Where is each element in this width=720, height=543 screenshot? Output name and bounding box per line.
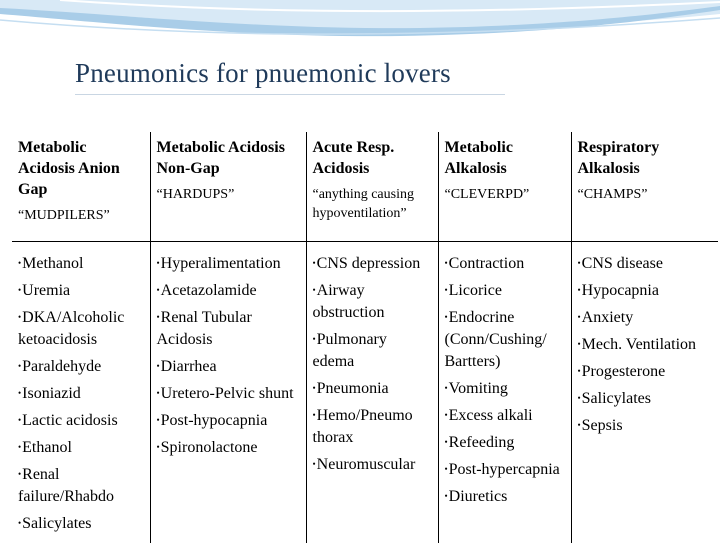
list-item <box>18 279 144 302</box>
list-item <box>578 306 713 329</box>
bullet-icon: • <box>157 258 160 268</box>
list-item-text: Spironolactone <box>161 439 258 456</box>
list-item <box>18 463 144 508</box>
bullet-icon: • <box>445 258 448 268</box>
list-item <box>18 409 144 432</box>
list-item-text: Pneumonia <box>317 380 389 397</box>
bullet-icon: • <box>445 437 448 447</box>
bullet-icon: • <box>157 388 160 398</box>
bullet-icon: • <box>18 415 21 425</box>
bullet-icon: • <box>18 285 21 295</box>
bullet-icon: • <box>445 491 448 501</box>
list-item-text: Endocrine (Conn/Cushing/ Bartters) <box>445 309 547 370</box>
list-item <box>313 279 432 324</box>
bullet-icon: • <box>578 366 581 376</box>
column-cell <box>306 242 438 543</box>
mnemonic-label: “CLEVERPD” <box>445 185 565 204</box>
list-item-text: CNS depression <box>317 255 421 272</box>
list-item <box>157 355 300 378</box>
column-cell <box>571 242 718 543</box>
column-cell <box>438 242 571 543</box>
list-item-text: Licorice <box>449 282 502 299</box>
list-item <box>313 377 432 400</box>
list-item <box>157 252 300 275</box>
list-item <box>18 306 144 351</box>
list-item <box>313 252 432 275</box>
column-header <box>438 132 571 242</box>
bullet-icon: • <box>18 361 21 371</box>
bullet-icon: • <box>445 464 448 474</box>
bullet-icon: • <box>445 312 448 322</box>
bullet-icon: • <box>313 334 316 344</box>
bullet-icon: • <box>18 258 21 268</box>
mnemonic-label: “MUDPILERS” <box>18 206 144 225</box>
list-item-text: Sepsis <box>582 417 623 434</box>
list-item-text: Paraldehyde <box>22 358 101 375</box>
list-item <box>445 306 565 373</box>
column-header <box>571 132 718 242</box>
column-heading: Respiratory Alkalosis <box>578 137 713 179</box>
list-item-text: Post-hypercapnia <box>449 461 560 478</box>
mnemonic-label: “anything causing hypoventilation” <box>313 185 432 223</box>
cause-list <box>578 252 713 437</box>
list-item-text: DKA/Alcoholic ketoacidosis <box>18 309 124 348</box>
bullet-icon: • <box>313 410 316 420</box>
list-item-text: Isoniazid <box>22 385 81 402</box>
table-body-row <box>12 242 718 543</box>
list-item-text: Mech. Ventilation <box>582 336 696 353</box>
bullet-icon: • <box>445 410 448 420</box>
list-item <box>578 279 713 302</box>
bullet-icon: • <box>313 258 316 268</box>
list-item-text: Hemo/Pneumo thorax <box>313 407 413 446</box>
list-item-text: CNS disease <box>582 255 663 272</box>
list-item-text: Contraction <box>449 255 525 272</box>
list-item-text: Methanol <box>22 255 83 272</box>
cause-list <box>157 252 300 459</box>
list-item-text: Renal failure/Rhabdo <box>18 466 114 505</box>
column-header <box>150 132 306 242</box>
bullet-icon: • <box>18 312 21 322</box>
column-heading: Metabolic Acidosis Anion Gap <box>18 137 144 200</box>
table-header-row <box>12 132 718 242</box>
list-item <box>18 355 144 378</box>
list-item-text: Salicylates <box>22 515 91 532</box>
acid-base-mnemonic-table <box>12 132 718 543</box>
list-item <box>157 279 300 302</box>
list-item-text: Vomiting <box>449 380 508 397</box>
list-item-text: Renal Tubular Acidosis <box>157 309 252 348</box>
list-item-text: Uretero-Pelvic shunt <box>161 385 294 402</box>
list-item <box>578 333 713 356</box>
column-heading: Metabolic Alkalosis <box>445 137 565 179</box>
list-item <box>578 252 713 275</box>
list-item-text: Hypocapnia <box>582 282 659 299</box>
list-item-text: Progesterone <box>582 363 666 380</box>
list-item <box>445 404 565 427</box>
mnemonic-label: “CHAMPS” <box>578 185 713 204</box>
list-item-text: Diuretics <box>449 488 508 505</box>
bullet-icon: • <box>18 442 21 452</box>
list-item <box>157 306 300 351</box>
list-item <box>157 436 300 459</box>
bullet-icon: • <box>157 415 160 425</box>
list-item <box>18 382 144 405</box>
list-item <box>578 414 713 437</box>
list-item-text: Salicylates <box>582 390 651 407</box>
list-item <box>313 404 432 449</box>
bullet-icon: • <box>313 459 316 469</box>
header-swoosh-decoration <box>0 0 720 60</box>
list-item <box>578 360 713 383</box>
list-item-text: Acetazolamide <box>161 282 257 299</box>
bullet-icon: • <box>578 420 581 430</box>
bullet-icon: • <box>578 285 581 295</box>
cause-list <box>445 252 565 508</box>
cause-list <box>313 252 432 476</box>
column-header <box>306 132 438 242</box>
list-item <box>157 382 300 405</box>
list-item <box>445 279 565 302</box>
column-heading: Metabolic Acidosis Non-Gap <box>157 137 300 179</box>
list-item-text: Anxiety <box>582 309 634 326</box>
bullet-icon: • <box>18 518 21 528</box>
list-item <box>18 512 144 535</box>
list-item <box>313 453 432 476</box>
bullet-icon: • <box>578 312 581 322</box>
bullet-icon: • <box>578 393 581 403</box>
list-item <box>445 485 565 508</box>
list-item-text: Post-hypocapnia <box>161 412 268 429</box>
bullet-icon: • <box>445 383 448 393</box>
bullet-icon: • <box>157 361 160 371</box>
bullet-icon: • <box>578 339 581 349</box>
bullet-icon: • <box>18 469 21 479</box>
slide-title: Pneumonics for pnuemonic lovers <box>75 58 451 89</box>
bullet-icon: • <box>157 312 160 322</box>
list-item <box>445 252 565 275</box>
cause-list <box>18 252 144 535</box>
bullet-icon: • <box>157 442 160 452</box>
bullet-icon: • <box>157 285 160 295</box>
column-heading: Acute Resp. Acidosis <box>313 137 432 179</box>
list-item-text: Ethanol <box>22 439 72 456</box>
list-item <box>445 377 565 400</box>
list-item-text: Hyperalimentation <box>161 255 281 272</box>
list-item <box>445 431 565 454</box>
column-header <box>12 132 150 242</box>
bullet-icon: • <box>445 285 448 295</box>
bullet-icon: • <box>313 285 316 295</box>
list-item-text: Airway obstruction <box>313 282 385 321</box>
list-item-text: Diarrhea <box>161 358 217 375</box>
list-item <box>18 252 144 275</box>
list-item <box>578 387 713 410</box>
title-underline <box>75 94 505 95</box>
column-cell <box>12 242 150 543</box>
bullet-icon: • <box>18 388 21 398</box>
mnemonic-label: “HARDUPS” <box>157 185 300 204</box>
column-cell <box>150 242 306 543</box>
list-item-text: Pulmonary edema <box>313 331 387 370</box>
list-item-text: Excess alkali <box>449 407 533 424</box>
list-item-text: Lactic acidosis <box>22 412 118 429</box>
list-item <box>18 436 144 459</box>
list-item-text: Refeeding <box>449 434 515 451</box>
bullet-icon: • <box>578 258 581 268</box>
list-item-text: Uremia <box>22 282 70 299</box>
list-item <box>445 458 565 481</box>
list-item <box>313 328 432 373</box>
list-item-text: Neuromuscular <box>317 456 416 473</box>
list-item <box>157 409 300 432</box>
bullet-icon: • <box>313 383 316 393</box>
